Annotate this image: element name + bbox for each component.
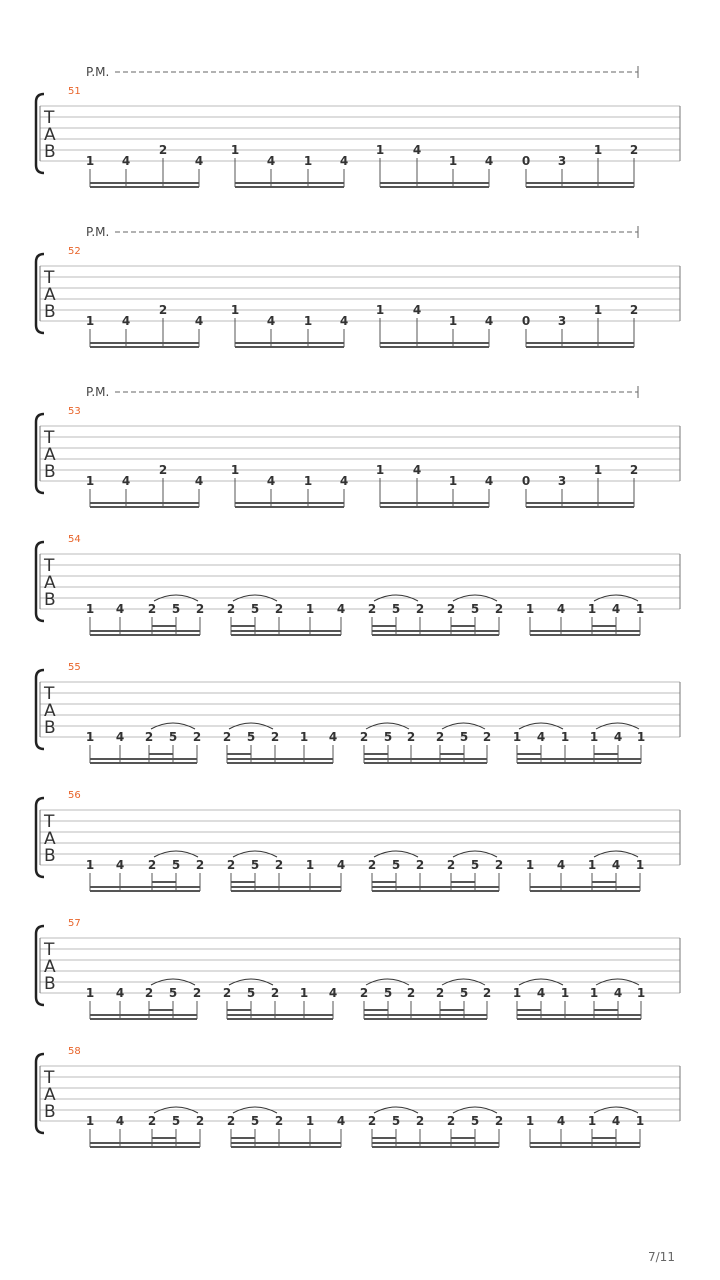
fret-number: 1 <box>635 858 645 872</box>
fret-number: 1 <box>593 463 603 477</box>
fret-number: 2 <box>195 858 205 872</box>
fret-number: 4 <box>121 314 131 328</box>
fret-number: 5 <box>246 730 256 744</box>
tab-clef-letter: T <box>44 812 55 832</box>
fret-number: 1 <box>448 474 458 488</box>
fret-number: 2 <box>415 858 425 872</box>
tab-clef-letter: B <box>44 974 56 994</box>
fret-number: 4 <box>194 314 204 328</box>
tab-clef-letter: A <box>44 957 56 977</box>
fret-number: 5 <box>391 602 401 616</box>
fret-number: 1 <box>636 986 646 1000</box>
fret-number: 2 <box>629 463 639 477</box>
fret-number: 2 <box>406 986 416 1000</box>
fret-number: 4 <box>339 154 349 168</box>
beat-group <box>86 979 201 1019</box>
system-55 <box>36 662 680 763</box>
fret-number: 1 <box>299 730 309 744</box>
fret-number: 4 <box>339 474 349 488</box>
beat-group <box>227 851 345 891</box>
fret-number: 2 <box>435 986 445 1000</box>
fret-number: 4 <box>412 463 422 477</box>
fret-number: 2 <box>195 1114 205 1128</box>
fret-number: 5 <box>250 602 260 616</box>
fret-number: 5 <box>459 730 469 744</box>
fret-number: 4 <box>115 602 125 616</box>
fret-number: 3 <box>557 314 567 328</box>
beat-group <box>86 595 204 635</box>
beat-group <box>223 723 337 763</box>
fret-number: 1 <box>299 986 309 1000</box>
fret-number: 5 <box>459 986 469 1000</box>
fret-number: 4 <box>536 730 546 744</box>
page-number: 7/11 <box>648 1250 675 1264</box>
fret-number: 5 <box>383 730 393 744</box>
fret-number: 4 <box>613 986 623 1000</box>
fret-number: 1 <box>560 730 570 744</box>
tab-clef-letter: B <box>44 302 56 322</box>
fret-number: 2 <box>144 730 154 744</box>
fret-number: 1 <box>448 314 458 328</box>
measure-number: 51 <box>68 86 81 97</box>
fret-number: 2 <box>446 858 456 872</box>
beat-group <box>513 979 645 1019</box>
fret-number: 2 <box>415 1114 425 1128</box>
fret-number: 2 <box>158 143 168 157</box>
fret-number: 5 <box>246 986 256 1000</box>
fret-number: 1 <box>375 143 385 157</box>
fret-number: 1 <box>85 314 95 328</box>
tab-clef-letter: B <box>44 1102 56 1122</box>
fret-number: 4 <box>328 730 338 744</box>
fret-number: 4 <box>611 602 621 616</box>
fret-number: 2 <box>494 602 504 616</box>
fret-number: 5 <box>168 986 178 1000</box>
measure-number: 58 <box>68 1046 81 1057</box>
fret-number: 1 <box>593 303 603 317</box>
fret-number: 2 <box>226 1114 236 1128</box>
fret-number: 1 <box>636 730 646 744</box>
fret-number: 4 <box>412 143 422 157</box>
tab-clef-letter: A <box>44 573 56 593</box>
fret-number: 4 <box>115 730 125 744</box>
fret-number: 1 <box>589 730 599 744</box>
measure-number: 52 <box>68 246 81 257</box>
fret-number: 1 <box>375 303 385 317</box>
fret-number: 4 <box>556 602 566 616</box>
fret-number: 0 <box>521 154 531 168</box>
fret-number: 2 <box>415 602 425 616</box>
beat-group <box>526 1107 644 1147</box>
fret-number: 4 <box>266 474 276 488</box>
fret-number: 4 <box>121 154 131 168</box>
fret-number: 2 <box>406 730 416 744</box>
fret-number: 1 <box>512 986 522 1000</box>
measure-number: 57 <box>68 918 81 929</box>
tab-clef-letter: A <box>44 829 56 849</box>
fret-number: 1 <box>85 858 95 872</box>
beat-group <box>368 851 503 891</box>
fret-number: 5 <box>250 1114 260 1128</box>
fret-number: 4 <box>556 1114 566 1128</box>
fret-number: 1 <box>303 314 313 328</box>
fret-number: 0 <box>521 474 531 488</box>
fret-number: 1 <box>85 1114 95 1128</box>
fret-number: 1 <box>512 730 522 744</box>
fret-number: 1 <box>593 143 603 157</box>
fret-number: 4 <box>339 314 349 328</box>
fret-number: 2 <box>446 602 456 616</box>
tab-clef-letter: A <box>44 285 56 305</box>
fret-number: 2 <box>359 730 369 744</box>
fret-number: 1 <box>85 986 95 1000</box>
beat-group <box>227 1107 345 1147</box>
fret-number: 2 <box>629 303 639 317</box>
fret-number: 1 <box>303 154 313 168</box>
fret-number: 4 <box>266 314 276 328</box>
tab-clef-letter: T <box>44 1068 55 1088</box>
fret-number: 4 <box>266 154 276 168</box>
fret-number: 4 <box>194 154 204 168</box>
tab-clef-letter: A <box>44 445 56 465</box>
system-56 <box>36 790 680 891</box>
system-52 <box>36 225 680 347</box>
tab-clef-letter: T <box>44 108 55 128</box>
fret-number: 2 <box>222 730 232 744</box>
fret-number: 4 <box>484 474 494 488</box>
fret-number: 1 <box>589 986 599 1000</box>
fret-number: 2 <box>482 986 492 1000</box>
fret-number: 1 <box>305 602 315 616</box>
fret-number: 2 <box>147 1114 157 1128</box>
fret-number: 5 <box>470 602 480 616</box>
beat-group <box>526 851 644 891</box>
fret-number: 4 <box>328 986 338 1000</box>
tab-clef-letter: A <box>44 701 56 721</box>
measure-number: 55 <box>68 662 81 673</box>
palm-mute-label: P.M. <box>86 65 110 79</box>
fret-number: 1 <box>230 143 240 157</box>
fret-number: 5 <box>250 858 260 872</box>
fret-number: 1 <box>305 858 315 872</box>
beat-group <box>360 723 491 763</box>
beat-group <box>227 595 345 635</box>
fret-number: 2 <box>494 1114 504 1128</box>
palm-mute-label: P.M. <box>86 225 110 239</box>
fret-number: 2 <box>274 602 284 616</box>
system-58 <box>36 1046 680 1147</box>
fret-number: 3 <box>557 474 567 488</box>
fret-number: 1 <box>85 154 95 168</box>
fret-number: 4 <box>556 858 566 872</box>
fret-number: 4 <box>412 303 422 317</box>
fret-number: 1 <box>635 1114 645 1128</box>
measure-number: 54 <box>68 534 81 545</box>
fret-number: 4 <box>336 1114 346 1128</box>
fret-number: 1 <box>525 858 535 872</box>
fret-number: 1 <box>85 602 95 616</box>
fret-number: 5 <box>171 602 181 616</box>
fret-number: 5 <box>391 1114 401 1128</box>
fret-number: 1 <box>525 1114 535 1128</box>
tab-clef-letter: A <box>44 1085 56 1105</box>
fret-number: 1 <box>305 1114 315 1128</box>
fret-number: 2 <box>192 730 202 744</box>
fret-number: 4 <box>115 858 125 872</box>
fret-number: 4 <box>121 474 131 488</box>
fret-number: 4 <box>484 154 494 168</box>
measure-number: 56 <box>68 790 81 801</box>
fret-number: 2 <box>270 986 280 1000</box>
fret-number: 5 <box>470 858 480 872</box>
fret-number: 2 <box>274 1114 284 1128</box>
fret-number: 5 <box>171 1114 181 1128</box>
fret-number: 4 <box>115 1114 125 1128</box>
fret-number: 1 <box>85 474 95 488</box>
fret-number: 1 <box>587 1114 597 1128</box>
fret-number: 2 <box>147 858 157 872</box>
fret-number: 1 <box>587 858 597 872</box>
tab-clef-letter: B <box>44 718 56 738</box>
beat-group <box>513 723 645 763</box>
fret-number: 1 <box>560 986 570 1000</box>
fret-number: 0 <box>521 314 531 328</box>
fret-number: 4 <box>536 986 546 1000</box>
beat-group <box>360 979 491 1019</box>
tab-clef-letter: T <box>44 428 55 448</box>
fret-number: 4 <box>115 986 125 1000</box>
fret-number: 2 <box>226 602 236 616</box>
beat-group <box>86 1107 204 1147</box>
system-53 <box>36 385 680 507</box>
fret-number: 1 <box>525 602 535 616</box>
fret-number: 4 <box>194 474 204 488</box>
fret-number: 2 <box>367 1114 377 1128</box>
fret-number: 1 <box>230 303 240 317</box>
fret-number: 2 <box>226 858 236 872</box>
tab-clef-letter: T <box>44 556 55 576</box>
fret-number: 2 <box>158 463 168 477</box>
fret-number: 2 <box>367 602 377 616</box>
fret-number: 4 <box>613 730 623 744</box>
fret-number: 2 <box>222 986 232 1000</box>
fret-number: 1 <box>448 154 458 168</box>
system-57 <box>36 918 680 1019</box>
tab-clef-letter: B <box>44 142 56 162</box>
fret-number: 1 <box>85 730 95 744</box>
fret-number: 5 <box>168 730 178 744</box>
fret-number: 1 <box>635 602 645 616</box>
fret-number: 2 <box>158 303 168 317</box>
fret-number: 1 <box>303 474 313 488</box>
beat-group <box>368 1107 503 1147</box>
fret-number: 5 <box>171 858 181 872</box>
tab-clef-letter: B <box>44 462 56 482</box>
tab-clef-letter: B <box>44 846 56 866</box>
fret-number: 2 <box>629 143 639 157</box>
fret-number: 4 <box>336 602 346 616</box>
fret-number: 2 <box>192 986 202 1000</box>
fret-number: 2 <box>274 858 284 872</box>
beat-group <box>368 595 503 635</box>
fret-number: 4 <box>611 1114 621 1128</box>
fret-number: 2 <box>494 858 504 872</box>
beat-group <box>223 979 337 1019</box>
fret-number: 2 <box>147 602 157 616</box>
system-54 <box>36 534 680 635</box>
fret-number: 2 <box>270 730 280 744</box>
fret-number: 2 <box>446 1114 456 1128</box>
fret-number: 4 <box>611 858 621 872</box>
beat-group <box>86 723 201 763</box>
fret-number: 4 <box>484 314 494 328</box>
fret-number: 4 <box>336 858 346 872</box>
tab-clef-letter: T <box>44 684 55 704</box>
fret-number: 2 <box>144 986 154 1000</box>
fret-number: 2 <box>195 602 205 616</box>
beat-group <box>526 595 644 635</box>
tab-clef-letter: A <box>44 125 56 145</box>
fret-number: 5 <box>391 858 401 872</box>
fret-number: 2 <box>482 730 492 744</box>
fret-number: 2 <box>435 730 445 744</box>
fret-number: 5 <box>383 986 393 1000</box>
tab-clef-letter: T <box>44 268 55 288</box>
measure-number: 53 <box>68 406 81 417</box>
fret-number: 2 <box>359 986 369 1000</box>
tab-clef-letter: B <box>44 590 56 610</box>
fret-number: 1 <box>230 463 240 477</box>
fret-number: 5 <box>470 1114 480 1128</box>
fret-number: 3 <box>557 154 567 168</box>
beat-group <box>86 851 204 891</box>
palm-mute-label: P.M. <box>86 385 110 399</box>
tab-clef-letter: T <box>44 940 55 960</box>
fret-number: 1 <box>375 463 385 477</box>
fret-number: 1 <box>587 602 597 616</box>
system-51 <box>36 65 680 187</box>
fret-number: 2 <box>367 858 377 872</box>
